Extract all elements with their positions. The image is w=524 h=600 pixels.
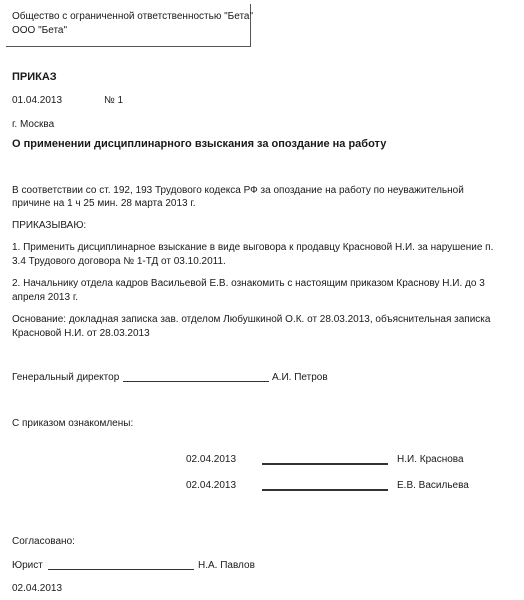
order-item-2-line-1: 2. Начальнику отдела кадров Васильевой Е.В. ознакомить с настоящим приказом Краснову Н.И. до 3 <box>12 278 485 289</box>
basis-line-1: Основание: докладная записка зав. отделом Любушкиной О.К. от 28.03.2013, объяснительная записка <box>12 314 491 325</box>
order-subject: О применении дисциплинарного взыскания за опоздание на работу <box>12 138 387 150</box>
director-signature-line <box>123 381 269 382</box>
organization-full-name: Общество с ограниченной ответственностью "Бета" <box>12 11 254 22</box>
director-position: Генеральный директор <box>12 372 120 383</box>
acknowledged-date-1: 02.04.2013 <box>186 454 237 465</box>
approval-heading: Согласовано: <box>12 536 75 547</box>
approval-role: Юрист <box>12 560 43 571</box>
acknowledged-signature-line-2 <box>262 489 388 491</box>
basis-line-2: Красновой Н.И. от 28.03.2013 <box>12 328 150 339</box>
order-item-1-line-2: 3.4 Трудового договора № 1-ТД от 03.10.2011. <box>12 256 226 267</box>
order-item-2-line-2: апреля 2013 г. <box>12 292 79 303</box>
organization-short-name: ООО "Бета" <box>12 25 68 36</box>
order-title: ПРИКАЗ <box>12 71 57 83</box>
preamble-line-2: причине на 1 ч 25 мин. 28 марта 2013 г. <box>12 198 196 209</box>
order-date: 01.04.2013 <box>12 95 63 106</box>
approval-date: 02.04.2013 <box>12 583 63 594</box>
order-word: ПРИКАЗЫВАЮ: <box>12 220 87 231</box>
acknowledged-name-2: Е.В. Васильева <box>397 480 469 491</box>
preamble-line-1: В соответствии со ст. 192, 193 Трудового кодекса РФ за опоздание на работу по неуважительной <box>12 185 464 196</box>
acknowledged-signature-line-1 <box>262 463 388 465</box>
order-number: № 1 <box>104 95 124 106</box>
acknowledged-name-1: Н.И. Краснова <box>397 454 464 465</box>
acknowledged-date-2: 02.04.2013 <box>186 480 237 491</box>
approval-signature-line <box>48 569 194 570</box>
order-city: г. Москва <box>12 119 55 130</box>
approval-name: Н.А. Павлов <box>198 560 255 571</box>
acknowledged-heading: С приказом ознакомлены: <box>12 418 134 429</box>
director-name: А.И. Петров <box>272 372 328 383</box>
order-item-1-line-1: 1. Применить дисциплинарное взыскание в виде выговора к продавцу Красновой Н.И. за нарушение п. <box>12 242 494 253</box>
